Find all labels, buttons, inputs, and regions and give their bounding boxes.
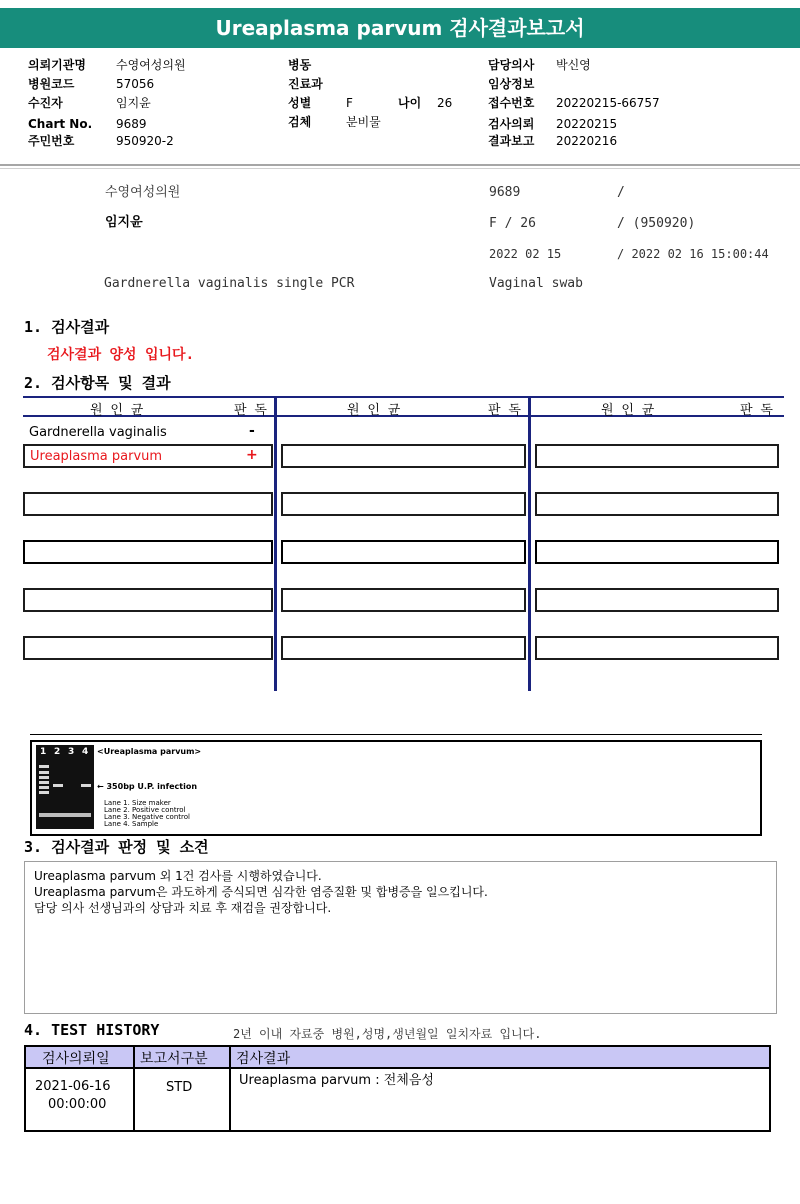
result-cell-empty	[535, 540, 779, 564]
patient-label: 수진자	[28, 96, 63, 110]
chart-no-line: 9689	[489, 185, 521, 200]
gel-lane-number: 3	[68, 747, 75, 757]
report-date-label: 결과보고	[488, 134, 535, 148]
history-date: 2021-06-16	[35, 1079, 111, 1094]
gel-legend-4: Lane 4. Sample	[104, 820, 159, 828]
report-title: Ureaplasma parvum 검사결과보고서	[0, 8, 800, 48]
specimen-value: 분비물	[346, 115, 381, 129]
finding-line: 담당 의사 선생님과의 상담과 치료 후 재검을 권장합니다.	[34, 901, 332, 915]
patient-name-line: 임지윤	[105, 215, 143, 230]
clinic-name-value: 수영여성의원	[116, 58, 186, 72]
receipt-no-label: 접수번호	[488, 96, 535, 110]
gel-lane-number: 4	[82, 747, 89, 757]
header-divider	[0, 164, 800, 166]
age-label: 나이	[398, 96, 422, 110]
gel-band	[39, 781, 49, 784]
clinic-line: 수영여성의원	[105, 185, 181, 200]
pathogen-name-gardnerella: Gardnerella vaginalis	[29, 425, 167, 440]
header-divider-inner	[0, 168, 800, 169]
result-cell-empty	[281, 588, 526, 612]
specimen-label: 검체	[288, 115, 312, 129]
clinical-info-label: 임상정보	[488, 77, 535, 91]
chart-no-label: Chart No.	[28, 117, 93, 131]
result-cell-empty	[281, 636, 526, 660]
gel-band	[81, 784, 91, 787]
patient-value: 임지윤	[116, 96, 151, 110]
results-table-top-rule	[23, 396, 784, 398]
sex-age-line: F / 26	[489, 216, 536, 231]
request-datetime-line: 2022 02 15	[489, 247, 562, 261]
history-column-divider	[229, 1047, 231, 1130]
history-result: Ureaplasma parvum : 전체음성	[239, 1073, 434, 1088]
specimen-line: Vaginal swab	[489, 276, 583, 291]
gel-lane-number: 1	[40, 747, 47, 757]
hospital-code-value: 57056	[116, 77, 155, 91]
history-time: 00:00:00	[48, 1097, 107, 1112]
result-cell-empty	[535, 492, 779, 516]
gel-primer-band	[39, 813, 91, 817]
section1-title: 1. 검사결과	[24, 318, 110, 336]
receipt-no-value: 20220215-66757	[556, 96, 660, 110]
history-note: 2년 이내 자료중 병원,성명,생년월일 일치자료 입니다.	[233, 1027, 542, 1041]
clinic-name-label: 의뢰기관명	[28, 58, 86, 72]
history-header-type: 보고서구분	[140, 1051, 208, 1067]
gel-title: <Ureaplasma parvum>	[97, 747, 202, 756]
results-column-divider-1	[274, 396, 277, 691]
request-date-label: 검사의뢰	[488, 117, 535, 131]
col3-result-header: 판 독	[740, 403, 773, 418]
gel-band	[39, 776, 49, 779]
history-table-header	[26, 1047, 769, 1069]
age-value: 26	[437, 96, 453, 110]
result-cell-empty	[281, 492, 526, 516]
result-gardnerella: -	[249, 423, 255, 439]
resident-no-value: 950920-2	[116, 134, 174, 148]
section4-title: 4. TEST HISTORY	[24, 1021, 160, 1039]
chart-no-value: 9689	[116, 117, 147, 131]
ward-label: 병동	[288, 58, 312, 72]
doctor-value: 박신영	[556, 58, 591, 72]
history-header-date: 검사의뢰일	[42, 1051, 110, 1067]
finding-line: Ureaplasma parvum은 과도하게 증식되면 심각한 염증질환 및 합병증을 일으킵니다.	[34, 885, 488, 899]
findings-box	[24, 861, 777, 1014]
sex-label: 성별	[288, 96, 312, 110]
report-date-value: 20220216	[556, 134, 618, 148]
result-cell-empty	[281, 540, 526, 564]
col3-pathogen-header: 원 인 균	[601, 403, 655, 418]
gel-lane-number: 2	[54, 747, 61, 757]
department-label: 진료과	[288, 77, 323, 91]
doctor-label: 담당의사	[488, 58, 535, 72]
gel-legend-2: Lane 2. Positive control	[104, 806, 186, 814]
result-cell-empty	[535, 444, 779, 468]
history-table	[24, 1045, 771, 1132]
result-cell-empty	[23, 636, 273, 660]
result-cell-empty	[23, 540, 273, 564]
gel-band	[39, 786, 49, 789]
pathogen-name-ureaplasma: Ureaplasma parvum	[30, 449, 163, 464]
results-column-divider-2	[528, 396, 531, 691]
result-cell-empty	[535, 636, 779, 660]
chart-slash: /	[617, 185, 625, 200]
col2-result-header: 판 독	[488, 403, 521, 418]
test-name-line: Gardnerella vaginalis single PCR	[104, 276, 355, 291]
gel-band	[39, 771, 49, 774]
positive-result-message: 검사결과 양성 입니다.	[47, 347, 195, 363]
history-column-divider	[133, 1047, 135, 1130]
gel-band	[39, 791, 49, 794]
section3-title: 3. 검사결과 판정 및 소견	[24, 838, 209, 856]
result-cell-empty	[281, 444, 526, 468]
result-cell-empty	[535, 588, 779, 612]
result-cell-empty	[23, 588, 273, 612]
result-ureaplasma: +	[246, 447, 258, 463]
sex-value: F	[346, 96, 353, 110]
birth-line: / (950920)	[617, 216, 696, 231]
gel-arrow-label: ← 350bp U.P. infection	[97, 782, 198, 791]
resident-no-label: 주민번호	[28, 134, 75, 148]
col2-pathogen-header: 원 인 균	[347, 403, 401, 418]
gel-electrophoresis-image	[36, 745, 94, 829]
section2-title: 2. 검사항목 및 결과	[24, 374, 171, 392]
col1-pathogen-header: 원 인 균	[90, 403, 144, 418]
col1-result-header: 판 독	[234, 403, 267, 418]
finding-line: Ureaplasma parvum 외 1건 검사를 시행하였습니다.	[34, 869, 322, 883]
history-report-type: STD	[166, 1080, 193, 1095]
gel-band	[39, 765, 49, 768]
report-datetime-line: / 2022 02 16 15:00:44	[617, 247, 769, 261]
hospital-code-label: 병원코드	[28, 77, 75, 91]
request-date-value: 20220215	[556, 117, 618, 131]
result-cell-empty	[23, 492, 273, 516]
history-header-result: 검사결과	[236, 1051, 291, 1067]
gel-legend-1: Lane 1. Size maker	[104, 799, 171, 807]
gel-band	[53, 784, 63, 787]
gel-legend-3: Lane 3. Negative control	[104, 813, 190, 821]
gel-top-rule	[30, 734, 762, 735]
